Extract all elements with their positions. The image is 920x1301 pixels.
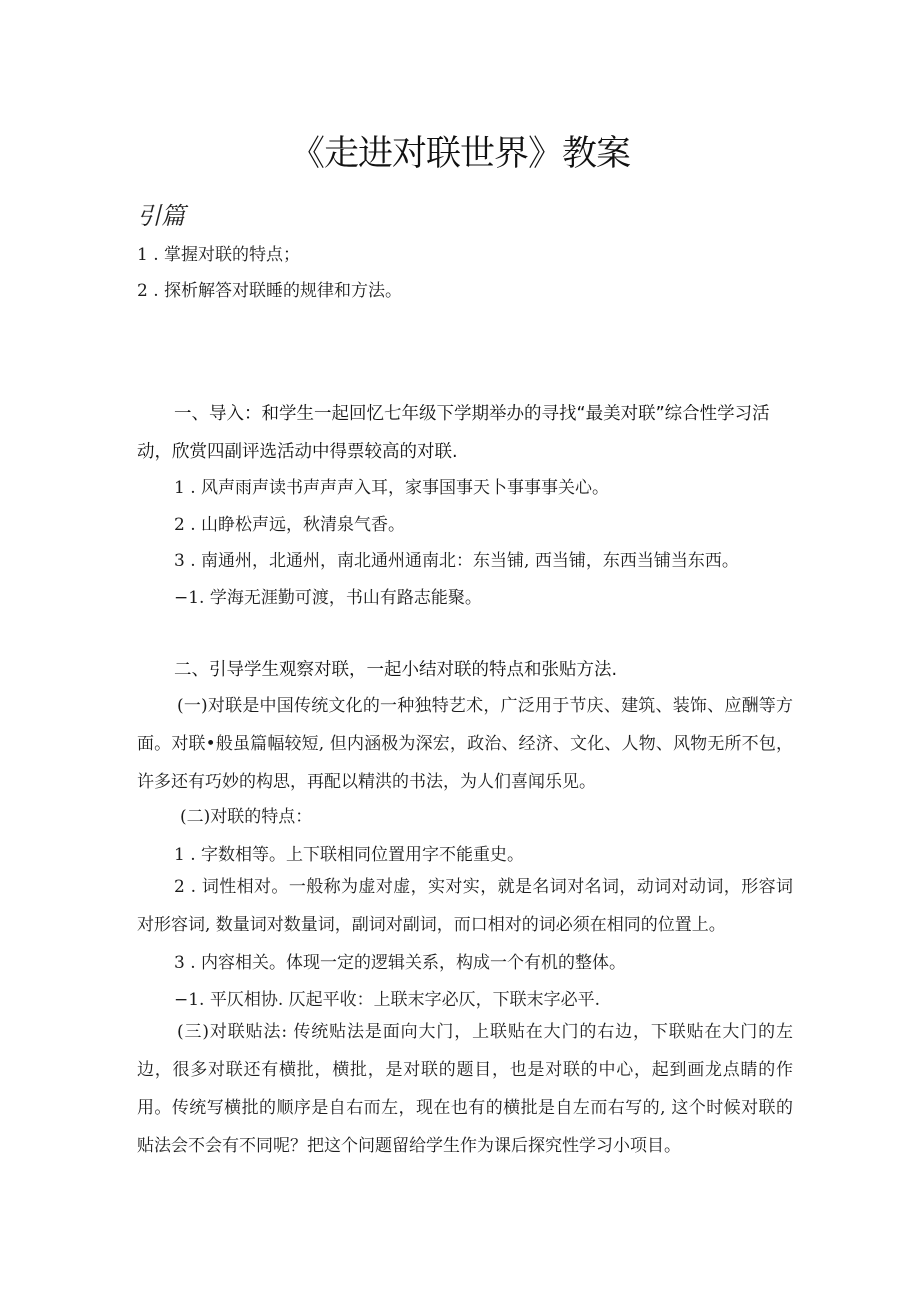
objective-item: 1 . 掌握对联的特点； — [137, 245, 301, 265]
couplet-item: 3 . 南通州，北通州，南北通州通南北：东当铺, 西当铺，东西当铺当东西。 — [174, 551, 739, 571]
objective-item: 2 . 探析解答对联睡的规律和方法。 — [137, 281, 403, 301]
feature-item: 3 . 内容相关。体现一定的逻辑关系，构成一个有机的整体。 — [174, 953, 627, 973]
couplet-item: 1 . 风声雨声读书声声声入耳，家事国事天卜事事事关心。 — [174, 478, 610, 498]
section1-heading: 一、导入：和学生一起回忆七年级下学期举办的寻找“最美对联”综合性学习活动，欣赏四副评选活动中得票较高的对联. — [137, 404, 770, 462]
section2-paragraph-2: (二)对联的特点： — [180, 807, 313, 827]
feature-item: 2 . 词性相对。一般称为虚对虚，实对实，就是名词对名词，动词对动词，形容词对形容词, 数量词对数量词，副词对副词，而口相对的词必须在相同的位置上。 — [137, 877, 793, 935]
feature-item: −1. 平仄相协. 仄起平收：上联末字必仄，下联末字必平. — [174, 990, 601, 1010]
section2-heading: 二、引导学生观察对联，一起小结对联的特点和张贴方法. — [174, 660, 618, 680]
section2-paragraph-3: (三)对联贴法: 传统贴法是面向大门，上联贴在大门的右边，下联贴在大门的左边，很多对联还有横批，横批，是对联的题目，也是对联的中心，起到画龙点睛的作用。传统写横批的顺序是自右而左，现在也有的横批是自左而右写的, 这个时候对联的贴法会不会有不同呢？把这个问题留给学生作为课后探究性学习小项目。 — [137, 1022, 793, 1156]
section-subhead: 引篇 — [137, 202, 185, 230]
feature-item: 1 . 字数相等。上下联相同位置用字不能重史。 — [174, 845, 525, 865]
couplet-item: 2 . 山睁松声远，秋清泉气香。 — [174, 515, 406, 535]
document-title: 《走进对联世界》教案 — [289, 134, 630, 174]
section2-paragraph-1: (一)对联是中国传统文化的一种独特艺术，广泛用于节庆、建筑、装饰、应酬等方面。对联•般虽篇幅较短, 但内涵极为深宏，政治、经济、文化、人物、风物无所不包，许多还有巧妙的构思，再配以精洪的书法，为人们喜闻乐见。 — [137, 696, 793, 792]
couplet-item: −1. 学海无涯勤可渡，书山有路志能聚。 — [174, 588, 482, 608]
